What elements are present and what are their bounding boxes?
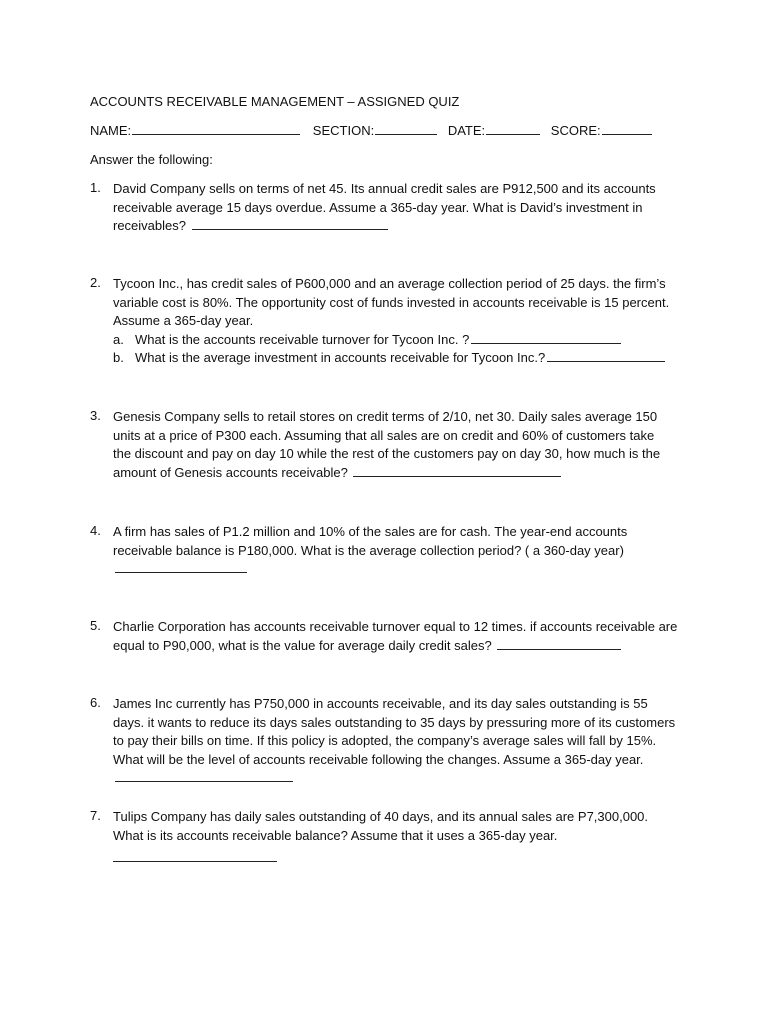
question-text: Charlie Corporation has accounts receivable turnover equal to 12 times. if accounts receivable are equal to P90,000, what is the value for average daily credit sales?: [113, 619, 678, 653]
question-7: [90, 808, 690, 868]
answer-blank[interactable]: [192, 217, 388, 230]
sub-text: What is the accounts receivable turnover for Tycoon Inc. ?: [135, 331, 470, 347]
answer-blank[interactable]: [547, 349, 665, 362]
answer-blank[interactable]: [115, 769, 293, 782]
score-blank[interactable]: [602, 122, 652, 135]
question-text: David Company sells on terms of net 45. Its annual credit sales are P912,500 and its accounts receivable average 15 days overdue. Assume a 365-day year. What is David’s investment in receivables?: [113, 181, 656, 234]
header-fields: [90, 122, 657, 140]
sub-letter: b.: [113, 350, 124, 366]
section-label: SECTION:: [312, 123, 375, 138]
question-6: [90, 695, 690, 788]
question-text: Tulips Company has daily sales outstanding of 40 days, and its annual sales are P7,300,000. What is its accounts receivable balance? Assume that it uses a 365-day year.: [113, 809, 649, 843]
question-text: Tycoon Inc., has credit sales of P600,000 and an average collection period of 25 days. the firm’s variable cost is 80%. The opportunity cost of funds invested in accounts receivable is 15 percent. Assume a 365-day year.: [113, 276, 670, 329]
question-number: 7.: [90, 808, 101, 823]
question-number: 3.: [90, 408, 101, 423]
sub-letter: a.: [113, 331, 124, 347]
question-2: [90, 275, 690, 368]
question-text: A firm has sales of P1.2 million and 10% of the sales are for cash. The year-end accounts receivable balance is P180,000. What is the average collection period? ( a 360-day year): [113, 524, 628, 558]
question-number: 6.: [90, 695, 101, 710]
answer-blank[interactable]: [353, 464, 561, 477]
question-4: [90, 523, 690, 579]
question-3: [90, 408, 690, 482]
date-label: DATE:: [447, 123, 486, 138]
sub-question-a: [113, 331, 679, 350]
name-label: NAME:: [90, 123, 132, 138]
question-number: 5.: [90, 618, 101, 633]
question-number: 4.: [90, 523, 101, 538]
sub-question-b: [113, 349, 679, 368]
answer-blank[interactable]: [471, 331, 621, 344]
question-text: James Inc currently has P750,000 in accounts receivable, and its day sales outstanding is 55 days. it wants to reduce its days sales outstanding to 35 days by pressuring more of its customers to pay their bills on time. If this policy is adopted, the company’s average sales will fall by 15%. What will be the level of accounts receivable following the changes. Assume a 365-day year.: [113, 696, 676, 767]
answer-blank[interactable]: [113, 849, 277, 862]
question-1: [90, 180, 690, 236]
question-number: 1.: [90, 180, 101, 195]
question-number: 2.: [90, 275, 101, 290]
question-5: [90, 618, 690, 655]
answer-blank[interactable]: [497, 637, 621, 650]
score-label: SCORE:: [550, 123, 601, 138]
sub-text: What is the average investment in accounts receivable for Tycoon Inc.?: [135, 350, 546, 366]
page-title: ACCOUNTS RECEIVABLE MANAGEMENT – ASSIGNED QUIZ: [90, 94, 460, 109]
instructions: Answer the following:: [90, 152, 213, 167]
section-blank[interactable]: [375, 122, 437, 135]
name-blank[interactable]: [132, 122, 300, 135]
answer-blank[interactable]: [115, 560, 247, 573]
question-text: Genesis Company sells to retail stores on credit terms of 2/10, net 30. Daily sales average 150 units at a price of P300 each. Assuming that all sales are on credit and 60% of customers take the discount and pay on day 10 while the rest of the customers pay on day 30, how much is the amount of Genesis accounts receivable?: [113, 409, 661, 480]
date-blank[interactable]: [486, 122, 540, 135]
